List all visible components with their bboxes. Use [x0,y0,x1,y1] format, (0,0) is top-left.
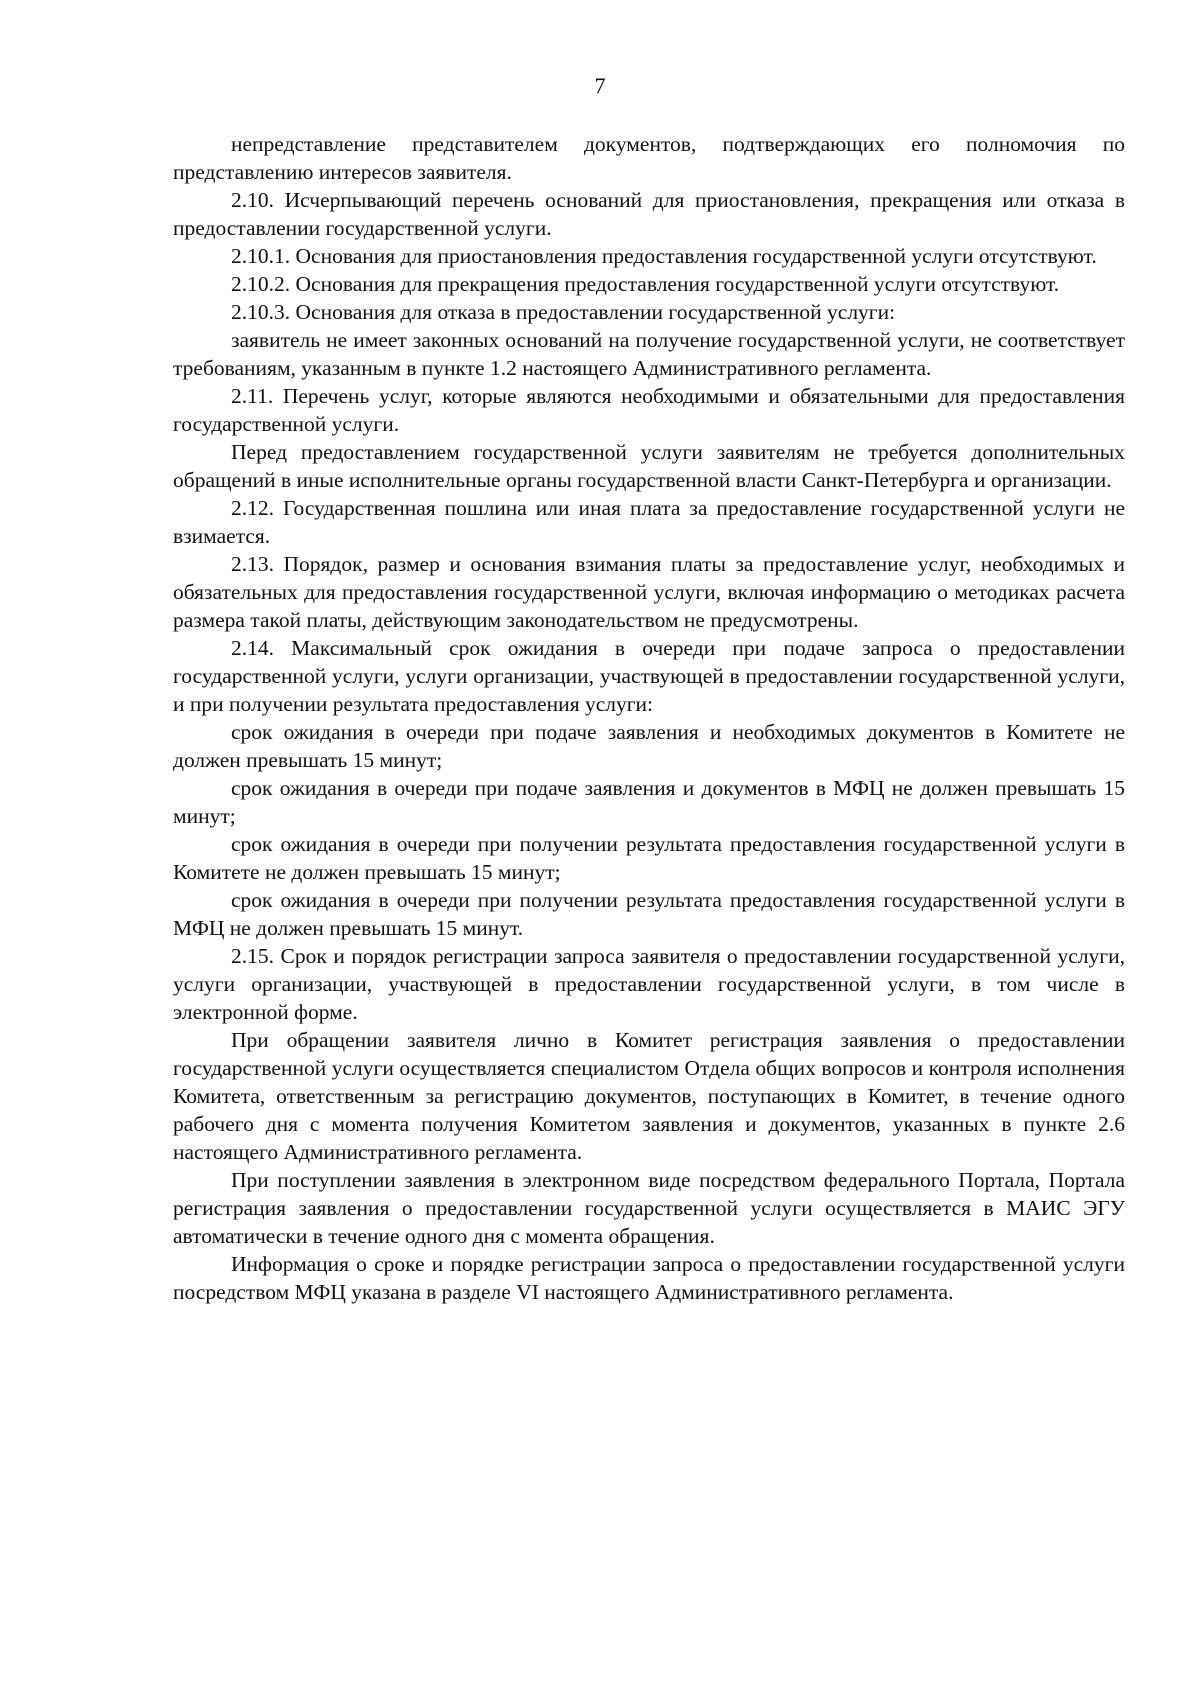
paragraph: 2.10.1. Основания для приостановления предоставления государственной услуги отсутствуют. [231,244,1097,268]
paragraph: 2.10.2. Основания для прекращения предоставления государственной услуги отсутствуют. [231,272,1060,296]
paragraph: непредставление представителем документов, подтверждающих его полномочия по представлению интересов заявителя. [173,132,1125,184]
paragraph: заявитель не имеет законных оснований на получение государственной услуги, не соответствует требованиям, указанным в пункте 1.2 настоящего Административного регламента. [173,328,1125,380]
section-heading-2-13: 2.13. Порядок, размер и основания взимания платы за предоставление услуг, необходимых и обязательных для предоставления государственной услуги, включая информацию о методиках расчета размера такой платы, действующим законодательством не предусмотрены. [173,552,1125,632]
list-item: срок ожидания в очереди при подаче заявления и необходимых документов в Комитете не должен превышать 15 минут; [173,720,1125,772]
section-heading-2-14: 2.14. Максимальный срок ожидания в очереди при подаче запроса о предоставлении государственной услуги, услуги организации, участвующей в предоставлении государственной услуги, и при получении результата предоставления услуги: [173,636,1125,716]
list-item: срок ожидания в очереди при получении результата предоставления государственной услуги в Комитете не должен превышать 15 минут; [173,832,1125,884]
page-number: 7 [594,73,606,98]
section-heading-2-10: 2.10. Исчерпывающий перечень оснований для приостановления, прекращения или отказа в предоставлении государственной услуги. [173,188,1125,240]
section-heading-2-12: 2.12. Государственная пошлина или иная плата за предоставление государственной услуги не взимается. [173,496,1125,548]
section-heading-2-15: 2.15. Срок и порядок регистрации запроса заявителя о предоставлении государственной услуги, услуги организации, участвующей в предоставлении государственной услуги, в том числе в электронной форме. [173,944,1125,1024]
paragraph: Перед предоставлением государственной услуги заявителям не требуется дополнительных обращений в иные исполнительные органы государственной власти Санкт-Петербурга и организации. [173,440,1125,492]
paragraph: При поступлении заявления в электронном виде посредством федерального Портала, Портала регистрация заявления о предоставлении государственной услуги осуществляется в МАИС ЭГУ автоматически в течение одного дня с момента обращения. [173,1168,1125,1248]
section-heading-2-11: 2.11. Перечень услуг, которые являются необходимыми и обязательными для предоставления государственной услуги. [173,384,1125,436]
paragraph: При обращении заявителя лично в Комитет регистрация заявления о предоставлении государственной услуги осуществляется специалистом Отдела общих вопросов и контроля исполнения Комитета, ответственным за регистрацию документов, поступающих в Комитет, в течение одного рабочего дня с момента получения Комитетом заявления и документов, указанных в пункте 2.6 настоящего Административного регламента. [173,1028,1125,1164]
paragraph: Информация о сроке и порядке регистрации запроса о предоставлении государственной услуги посредством МФЦ указана в разделе VI настоящего Административного регламента. [173,1252,1125,1304]
paragraph: 2.10.3. Основания для отказа в предоставлении государственной услуги: [231,300,896,324]
document-body [173,130,1125,1306]
list-item: срок ожидания в очереди при получении результата предоставления государственной услуги в МФЦ не должен превышать 15 минут. [173,888,1125,940]
list-item: срок ожидания в очереди при подаче заявления и документов в МФЦ не должен превышать 15 минут; [173,776,1125,828]
